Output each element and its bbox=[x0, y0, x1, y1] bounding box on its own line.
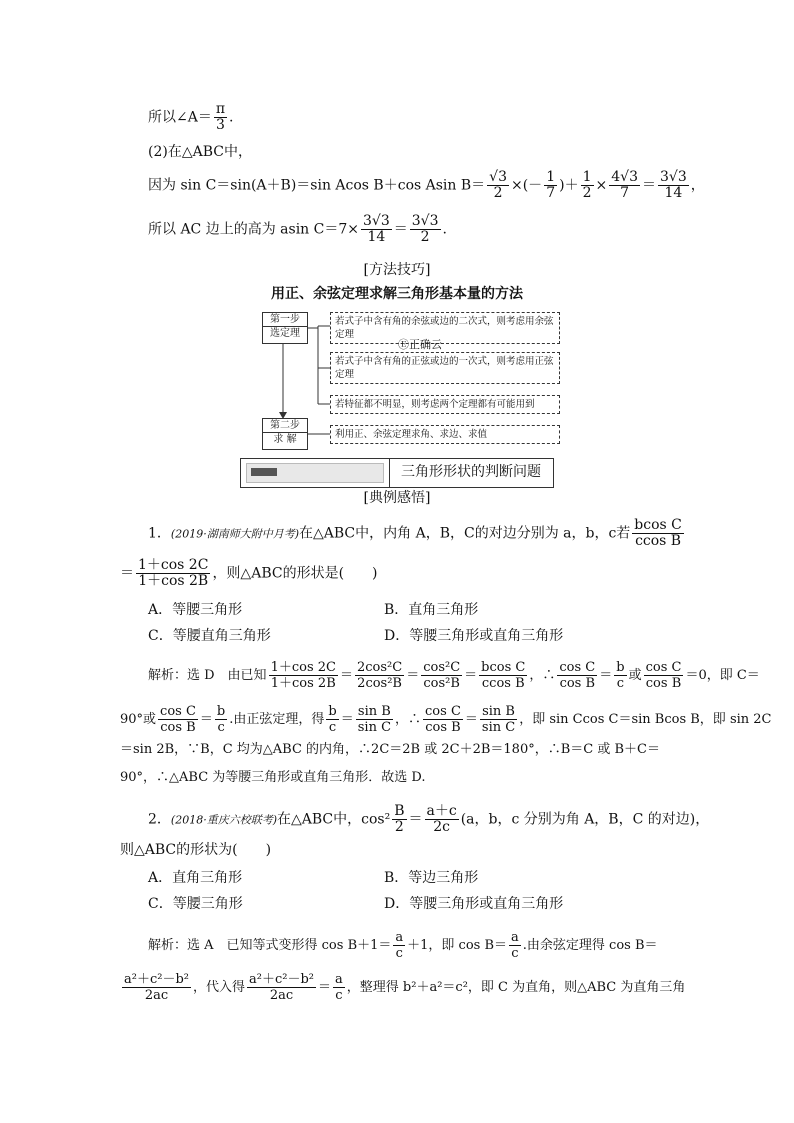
fraction bbox=[136, 558, 210, 589]
fraction-denominator: c bbox=[335, 988, 343, 1003]
q1-line-2 bbox=[120, 558, 378, 589]
fraction-numerator: 3√3 bbox=[411, 213, 439, 229]
step-2-line-1: 第二步 bbox=[270, 420, 300, 431]
text: ， bbox=[690, 177, 705, 194]
q2-solution-line-2 bbox=[120, 972, 685, 1003]
fraction-numerator: 1 bbox=[546, 169, 556, 185]
text: ＝ bbox=[199, 712, 213, 727]
fraction-numerator: π bbox=[215, 101, 226, 117]
q2-number: 2． bbox=[148, 811, 171, 828]
method-title: 用正、余弦定理求解三角形基本量的方法 bbox=[271, 286, 523, 302]
sine-law-box: 若式子中含有角的正弦或边的一次式，则考虑用正弦定理 bbox=[330, 352, 560, 384]
text: ＝ bbox=[318, 980, 332, 995]
q1-number: 1． bbox=[148, 525, 171, 542]
section-label-method: [方法技巧] bbox=[363, 262, 431, 278]
q1-option-d: D．等腰三角形或直角三角形 bbox=[384, 628, 564, 644]
text: ＝ bbox=[464, 668, 478, 683]
solution-line-2: (2)在△ABC中， bbox=[148, 144, 252, 160]
fraction bbox=[361, 214, 392, 245]
fraction-numerator: a bbox=[335, 972, 343, 987]
fraction-denominator: c bbox=[328, 720, 337, 735]
fraction-denominator: ccos B bbox=[635, 533, 682, 549]
q1-option-b: B．直角三角形 bbox=[384, 602, 479, 618]
fraction bbox=[479, 660, 527, 691]
watermark: Ⓔ正确云 bbox=[398, 338, 442, 351]
fraction-numerator: sin B bbox=[480, 704, 517, 720]
fraction bbox=[269, 660, 338, 691]
step-1-line-2: 选定理 bbox=[263, 326, 307, 340]
text: ＝ bbox=[340, 712, 354, 727]
fraction-numerator: 2cos²C bbox=[356, 660, 403, 675]
fraction bbox=[421, 660, 462, 691]
fraction-denominator: 2ac bbox=[269, 988, 294, 1003]
q1-option-c: C．等腰直角三角形 bbox=[148, 628, 271, 644]
fraction-numerator: 4√3 bbox=[611, 169, 638, 185]
text: 在△ABC中，cos² bbox=[277, 811, 391, 828]
fraction-numerator: √3 bbox=[489, 169, 507, 185]
text: 或 bbox=[628, 668, 642, 683]
fraction bbox=[557, 660, 597, 691]
fraction bbox=[658, 170, 689, 201]
text: ＝ bbox=[599, 668, 613, 683]
q1-line-1 bbox=[148, 518, 686, 549]
step-1-box bbox=[262, 312, 308, 344]
text: ＝ bbox=[406, 668, 420, 683]
text: 所以∠A＝ bbox=[148, 109, 212, 126]
fraction-numerator: cos C bbox=[645, 660, 682, 675]
fraction-denominator: sin C bbox=[357, 720, 392, 735]
text: 在△ABC中，内角 A，B，C的对边分别为 a，b，c若 bbox=[299, 525, 631, 542]
fraction bbox=[487, 170, 509, 201]
fraction-numerator: B bbox=[394, 803, 405, 819]
fraction-numerator: a＋c bbox=[426, 803, 457, 819]
text: ＝ bbox=[393, 221, 408, 238]
text: ＝ bbox=[464, 712, 478, 727]
q2-line-1 bbox=[148, 804, 709, 835]
text: ，则△ABC的形状是( ) bbox=[212, 565, 378, 582]
q2-option-b: B．等边三角形 bbox=[384, 870, 479, 886]
q1-solution-line-3: ＝sin 2B，∵B，C 均为△ABC 的内角，∴2C＝2B 或 2C＋2B＝180°，∴B＝C 或 B＋C＝ bbox=[120, 742, 660, 757]
fraction-denominator: c bbox=[217, 720, 225, 735]
text: . bbox=[442, 221, 447, 238]
fraction-numerator: bcos C bbox=[481, 660, 526, 675]
fraction-denominator: 2 bbox=[582, 185, 592, 201]
fraction-denominator: 2cos²B bbox=[357, 676, 402, 691]
solution-line-3 bbox=[148, 170, 705, 201]
fraction-numerator: cos C bbox=[160, 704, 196, 719]
fraction bbox=[326, 704, 338, 735]
text: ＝0，即 C＝ bbox=[685, 668, 760, 683]
fraction-denominator: 14 bbox=[664, 185, 683, 201]
both-laws-box: 若特征都不明显，则考虑两个定理都有可能用到 bbox=[330, 395, 560, 414]
text: ＝ bbox=[339, 668, 353, 683]
fraction-numerator: a²＋c²－b² bbox=[249, 972, 315, 987]
solution-line-4 bbox=[148, 214, 447, 245]
banner-tag-icon bbox=[251, 468, 277, 476]
text: ，代入得 bbox=[193, 980, 246, 995]
banner-decoration bbox=[246, 463, 384, 483]
solve-box: 利用正、余弦定理求角、求边、求值 bbox=[330, 425, 560, 444]
fraction-denominator: 1＋cos 2B bbox=[138, 573, 209, 589]
fraction bbox=[609, 170, 640, 201]
fraction-denominator: cos²B bbox=[423, 676, 460, 691]
fraction-denominator: 2c bbox=[433, 819, 450, 835]
text: ，∴ bbox=[529, 668, 556, 683]
q1-solution-line-1 bbox=[148, 660, 760, 691]
text: 因为 sin C＝sin(A＋B)＝sin Acos B＋cos Asin B＝ bbox=[148, 177, 486, 194]
text: 解析：选 A 已知等式变形得 cos B＋1＝ bbox=[148, 938, 392, 953]
text: ＝ bbox=[408, 811, 423, 828]
fraction bbox=[158, 704, 198, 735]
fraction bbox=[356, 704, 393, 735]
text: ＝ bbox=[641, 177, 656, 194]
text: ＋1，即 cos B＝ bbox=[407, 938, 508, 953]
q2-line-2: 则△ABC的形状为( ) bbox=[120, 842, 272, 858]
banner-divider bbox=[389, 459, 390, 487]
fraction bbox=[355, 660, 404, 691]
fraction-denominator: cos B bbox=[645, 676, 682, 691]
q1-solution-line-2 bbox=[120, 704, 772, 735]
q2-option-c: C．等腰三角形 bbox=[148, 896, 243, 912]
text: ＝ bbox=[120, 565, 134, 582]
text: (a，b，c 分别为角 A，B，C 的对边)， bbox=[460, 811, 710, 828]
fraction-denominator: cos B bbox=[559, 676, 596, 691]
fraction bbox=[614, 660, 626, 691]
fraction bbox=[632, 518, 684, 549]
text: 90°或 bbox=[120, 712, 157, 727]
q1-source: (2019·湖南师大附中月考) bbox=[170, 527, 299, 541]
q2-source: (2018·重庆六校联考) bbox=[170, 813, 277, 827]
fraction-numerator: 1＋cos 2C bbox=[270, 660, 336, 675]
fraction bbox=[214, 102, 227, 133]
q2-solution-line-1 bbox=[148, 930, 658, 961]
fraction bbox=[544, 170, 557, 201]
fraction bbox=[333, 972, 345, 1003]
text: . bbox=[229, 109, 234, 126]
fraction bbox=[393, 930, 405, 961]
fraction-numerator: 3√3 bbox=[659, 169, 687, 185]
fraction-denominator: 7 bbox=[620, 185, 630, 201]
solution-line-1 bbox=[148, 102, 234, 133]
fraction bbox=[581, 170, 594, 201]
fraction-numerator: cos²C bbox=[423, 660, 461, 675]
fraction-denominator: ccos B bbox=[481, 676, 525, 691]
fraction-denominator: c bbox=[395, 946, 403, 961]
fraction-numerator: b bbox=[216, 704, 226, 719]
fraction-numerator: bcos C bbox=[634, 517, 682, 533]
fraction-denominator: 2 bbox=[420, 229, 430, 245]
fraction bbox=[509, 930, 521, 961]
fraction-denominator: cos B bbox=[425, 720, 461, 735]
fraction bbox=[392, 804, 406, 835]
fraction-denominator: c bbox=[616, 676, 625, 691]
fraction-denominator: 14 bbox=[367, 229, 386, 245]
fraction-numerator: a bbox=[511, 930, 519, 945]
fraction bbox=[423, 704, 463, 735]
text: 所以 AC 边上的高为 asin C＝7× bbox=[148, 221, 359, 238]
cosine-law-box: 若式子中含有角的余弦或边的二次式，则考虑用余弦定理 bbox=[330, 312, 560, 344]
step-1-line-1: 第一步 bbox=[270, 314, 300, 325]
step-2-box bbox=[262, 418, 308, 450]
text: ，∴ bbox=[395, 712, 422, 727]
fraction-denominator: 2 bbox=[394, 819, 404, 835]
text: )＋ bbox=[559, 177, 579, 194]
fraction bbox=[215, 704, 227, 735]
q1-solution-line-4: 90°，∴△ABC 为等腰三角形或直角三角形．故选 D. bbox=[120, 770, 426, 785]
fraction-numerator: b bbox=[616, 660, 625, 675]
text: .由余弦定理得 cos B＝ bbox=[522, 938, 658, 953]
fraction-denominator: 2 bbox=[493, 185, 503, 201]
text: ，整理得 b²＋a²＝c²，即 C 为直角，则△ABC 为直角三角 bbox=[346, 980, 686, 995]
fraction bbox=[247, 972, 316, 1003]
fraction bbox=[122, 972, 191, 1003]
text: × bbox=[595, 177, 608, 194]
section-label-examples: [典例感悟] bbox=[363, 490, 431, 506]
fraction-numerator: cos C bbox=[425, 704, 461, 719]
fraction-numerator: 1＋cos 2C bbox=[138, 557, 209, 573]
fraction-denominator: sin C bbox=[481, 720, 516, 735]
fraction-denominator: 2ac bbox=[144, 988, 169, 1003]
q1-option-a: A．等腰三角形 bbox=[148, 602, 243, 618]
fraction-denominator: 3 bbox=[215, 117, 225, 133]
fraction bbox=[644, 660, 684, 691]
fraction-numerator: 1 bbox=[582, 169, 592, 185]
fraction-denominator: c bbox=[511, 946, 519, 961]
fraction bbox=[410, 214, 441, 245]
text: 解析：选 D 由已知 bbox=[148, 668, 267, 683]
fraction-numerator: sin B bbox=[356, 704, 393, 720]
section-banner bbox=[240, 458, 554, 488]
fraction-numerator: a²＋c²－b² bbox=[124, 972, 189, 987]
text: ×(－ bbox=[510, 177, 543, 194]
q2-option-d: D．等腰三角形或直角三角形 bbox=[384, 896, 564, 912]
fraction-numerator: cos C bbox=[559, 660, 596, 675]
fraction bbox=[480, 704, 517, 735]
fraction-denominator: 7 bbox=[546, 185, 556, 201]
step-2-line-2: 求 解 bbox=[263, 432, 307, 446]
fraction-denominator: 1＋cos 2B bbox=[270, 676, 336, 691]
fraction bbox=[425, 804, 459, 835]
text: .由正弦定理，得 bbox=[229, 712, 325, 727]
fraction-numerator: 3√3 bbox=[363, 213, 390, 229]
fraction-numerator: a bbox=[395, 930, 404, 945]
q2-option-a: A．直角三角形 bbox=[148, 870, 243, 886]
banner-title: 三角形形状的判断问题 bbox=[401, 464, 541, 480]
fraction-denominator: cos B bbox=[160, 720, 196, 735]
fraction-numerator: b bbox=[328, 704, 337, 719]
text: ，即 sin Ccos C＝sin Bcos B，即 sin 2C bbox=[519, 712, 772, 727]
